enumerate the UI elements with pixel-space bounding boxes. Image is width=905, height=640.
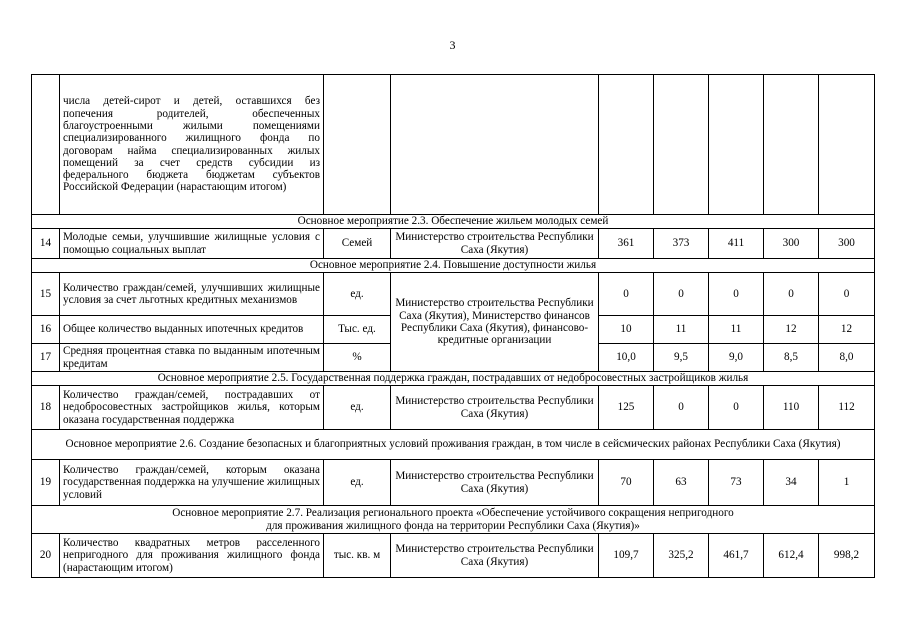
unit-cell: Семей — [324, 229, 391, 259]
value-cell: 361 — [599, 229, 654, 259]
unit-cell: Тыс. ед. — [324, 316, 391, 344]
indicator-name: Средняя процентная ставка по выданным ипотечным кредитам — [60, 344, 324, 372]
value-cell — [819, 75, 875, 215]
page-number: 3 — [449, 38, 456, 52]
unit-cell: ед. — [324, 460, 391, 506]
value-cell — [654, 75, 709, 215]
row-number — [32, 75, 60, 215]
indicator-name: Количество граждан/семей, улучшивших жилищные условия за счет льготных кредитных механизмов — [60, 273, 324, 316]
value-cell: 0 — [599, 273, 654, 316]
value-cell: 112 — [819, 386, 875, 430]
section-row — [32, 259, 875, 273]
section-row — [32, 372, 875, 386]
value-cell: 125 — [599, 386, 654, 430]
section-heading-line: Основное мероприятие 2.7. Реализация регионального проекта «Обеспечение устойчивого сокращения непригодного — [172, 507, 734, 520]
value-cell — [599, 75, 654, 215]
unit-cell — [324, 75, 391, 215]
indicators-table — [31, 74, 875, 578]
value-cell: 0 — [764, 273, 819, 316]
section-heading: Основное мероприятие 2.5. Государственная поддержка граждан, пострадавших от недобросовестных застройщиков жилья — [32, 372, 875, 386]
value-cell: 461,7 — [709, 534, 764, 578]
value-cell: 10,0 — [599, 344, 654, 372]
value-cell: 373 — [654, 229, 709, 259]
table-row — [32, 460, 875, 506]
value-cell: 411 — [709, 229, 764, 259]
value-cell: 0 — [709, 386, 764, 430]
executor-cell — [391, 75, 599, 215]
table-row — [32, 75, 875, 215]
value-cell: 9,5 — [654, 344, 709, 372]
executor-cell: Министерство строительства Республики Саха (Якутия) — [391, 534, 599, 578]
indicator-name: Молодые семьи, улучшившие жилищные условия с помощью социальных выплат — [60, 229, 324, 259]
indicator-name: Количество граждан/семей, пострадавших от недобросовестных застройщиков жилья, которым оказана государственная поддержка — [60, 386, 324, 430]
value-cell: 9,0 — [709, 344, 764, 372]
executor-cell: Министерство строительства Республики Саха (Якутия) — [391, 386, 599, 430]
section-row — [32, 506, 875, 534]
row-number: 14 — [32, 229, 60, 259]
section-heading: Основное мероприятие 2.3. Обеспечение жильем молодых семей — [32, 215, 875, 229]
value-cell: 12 — [819, 316, 875, 344]
value-cell: 73 — [709, 460, 764, 506]
unit-cell: ед. — [324, 273, 391, 316]
value-cell: 11 — [654, 316, 709, 344]
executor-cell: Министерство строительства Республики Саха (Якутия) — [391, 460, 599, 506]
value-cell: 109,7 — [599, 534, 654, 578]
indicator-name: Общее количество выданных ипотечных кредитов — [60, 316, 324, 344]
value-cell: 10 — [599, 316, 654, 344]
value-cell: 998,2 — [819, 534, 875, 578]
indicator-name: числа детей-сирот и детей, оставшихся без попечения родителей, обеспеченных благоустроенными жилыми помещениями специализированного жилищного фонда по договорам найма специализированных жилых помещений за счет средств субсидии из федерального бюджета бюджетам субъектов Российской Федерации (нарастающим итогом) — [60, 75, 324, 215]
indicator-name: Количество граждан/семей, которым оказана государственная поддержка на улучшение жилищных условий — [60, 460, 324, 506]
table-row — [32, 229, 875, 259]
value-cell: 34 — [764, 460, 819, 506]
value-cell: 325,2 — [654, 534, 709, 578]
value-cell: 12 — [764, 316, 819, 344]
row-number: 19 — [32, 460, 60, 506]
row-number: 17 — [32, 344, 60, 372]
value-cell: 63 — [654, 460, 709, 506]
value-cell: 8,0 — [819, 344, 875, 372]
executor-cell: Министерство строительства Республики Саха (Якутия), Министерство финансов Республики Саха (Якутия), финансово-кредитные организации — [391, 273, 599, 372]
value-cell: 0 — [819, 273, 875, 316]
row-number: 15 — [32, 273, 60, 316]
value-cell — [709, 75, 764, 215]
value-cell: 0 — [654, 386, 709, 430]
table-row — [32, 534, 875, 578]
value-cell: 70 — [599, 460, 654, 506]
value-cell — [764, 75, 819, 215]
executor-cell: Министерство строительства Республики Саха (Якутия) — [391, 229, 599, 259]
section-row — [32, 430, 875, 460]
section-heading: Основное мероприятие 2.4. Повышение доступности жилья — [32, 259, 875, 273]
section-heading-line: для проживания жилищного фонда на территории Республики Саха (Якутия)» — [266, 519, 640, 532]
value-cell: 612,4 — [764, 534, 819, 578]
value-cell: 11 — [709, 316, 764, 344]
value-cell: 1 — [819, 460, 875, 506]
row-number: 18 — [32, 386, 60, 430]
row-number: 20 — [32, 534, 60, 578]
table-row — [32, 386, 875, 430]
value-cell: 110 — [764, 386, 819, 430]
unit-cell: тыс. кв. м — [324, 534, 391, 578]
value-cell: 300 — [764, 229, 819, 259]
row-number: 16 — [32, 316, 60, 344]
value-cell: 0 — [654, 273, 709, 316]
value-cell: 8,5 — [764, 344, 819, 372]
value-cell: 0 — [709, 273, 764, 316]
unit-cell: % — [324, 344, 391, 372]
section-row — [32, 215, 875, 229]
section-heading — [32, 506, 875, 534]
indicator-name: Количество квадратных метров расселенного непригодного для проживания жилищного фонда (нарастающим итогом) — [60, 534, 324, 578]
unit-cell: ед. — [324, 386, 391, 430]
value-cell: 300 — [819, 229, 875, 259]
section-heading: Основное мероприятие 2.6. Создание безопасных и благоприятных условий проживания граждан, в том числе в сейсмических районах Республики Саха (Якутия) — [32, 430, 875, 460]
table-row — [32, 273, 875, 316]
